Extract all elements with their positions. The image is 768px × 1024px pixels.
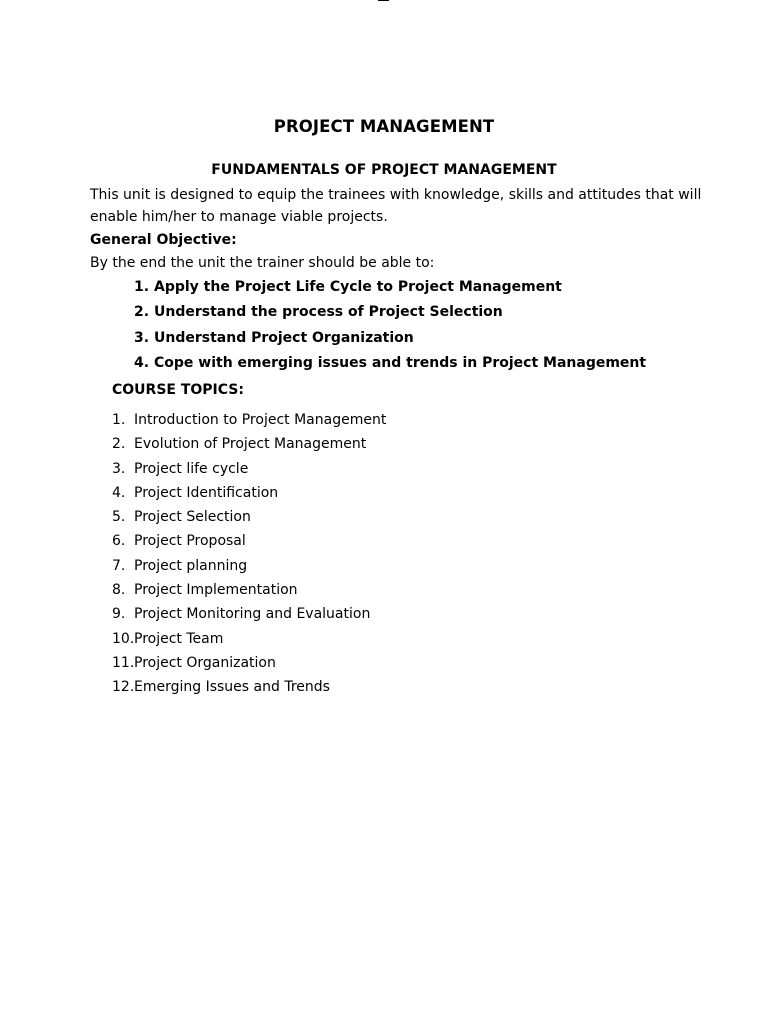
topic-text: Project Proposal bbox=[134, 533, 246, 550]
topic-item bbox=[112, 409, 612, 433]
page-subtitle: FUNDAMENTALS OF PROJECT MANAGEMENT bbox=[211, 162, 557, 178]
topic-number: 11. bbox=[112, 654, 135, 671]
topic-item bbox=[112, 579, 612, 603]
topic-text: Project Implementation bbox=[134, 582, 298, 599]
page-title: PROJECT MANAGEMENT bbox=[273, 117, 495, 136]
objective-heading: General Objective: bbox=[90, 232, 237, 248]
topic-item bbox=[112, 458, 612, 482]
topic-number: 9. bbox=[112, 606, 126, 623]
topic-item bbox=[112, 555, 612, 579]
topic-text: Project life cycle bbox=[134, 460, 249, 477]
objective-item bbox=[134, 327, 734, 352]
objective-text: Understand Project Organization bbox=[154, 329, 414, 346]
topic-item bbox=[112, 603, 612, 627]
page-top-mark bbox=[378, 0, 389, 1]
objective-lead: By the end the unit the trainer should be able to: bbox=[90, 255, 435, 271]
intro-paragraph: This unit is designed to equip the trainees with knowledge, skills and attitudes that will enable him/her to manage viable projects. bbox=[90, 187, 702, 225]
topic-item bbox=[112, 506, 612, 530]
objective-item bbox=[134, 352, 734, 377]
objective-item bbox=[134, 301, 734, 326]
topic-text: Project Organization bbox=[134, 654, 276, 671]
topic-number: 8. bbox=[112, 582, 126, 599]
topic-item bbox=[112, 433, 612, 457]
objectives-list bbox=[134, 276, 734, 377]
topic-text: Project Selection bbox=[134, 509, 251, 526]
topic-number: 6. bbox=[112, 533, 126, 550]
objective-text: Understand the process of Project Selection bbox=[154, 304, 503, 321]
topic-number: 7. bbox=[112, 557, 126, 574]
topic-number: 4. bbox=[112, 484, 126, 501]
topic-text: Project planning bbox=[134, 557, 248, 574]
topic-text: Project Team bbox=[134, 630, 224, 647]
objective-text: Apply the Project Life Cycle to Project Management bbox=[154, 279, 562, 295]
topic-text: Evolution of Project Management bbox=[134, 436, 367, 453]
topics-list bbox=[112, 409, 612, 701]
topics-heading: COURSE TOPICS: bbox=[112, 382, 244, 398]
objective-number: 1. bbox=[134, 279, 150, 295]
topic-item bbox=[112, 676, 612, 700]
topic-text: Project Identification bbox=[134, 484, 279, 501]
objective-number: 2. bbox=[134, 304, 150, 321]
objective-item bbox=[134, 276, 734, 301]
topic-number: 1. bbox=[112, 412, 126, 428]
topic-number: 10. bbox=[112, 630, 135, 647]
objective-number: 4. bbox=[134, 354, 150, 371]
topic-number: 5. bbox=[112, 509, 126, 526]
topic-item bbox=[112, 482, 612, 506]
topic-number: 12. bbox=[112, 679, 135, 696]
topic-item bbox=[112, 530, 612, 554]
topic-item bbox=[112, 628, 612, 652]
topic-number: 2. bbox=[112, 436, 126, 453]
topic-text: Project Monitoring and Evaluation bbox=[134, 606, 371, 623]
topic-text: Introduction to Project Management bbox=[134, 412, 387, 428]
objective-text: Cope with emerging issues and trends in Project Management bbox=[154, 354, 647, 371]
objective-number: 3. bbox=[134, 329, 150, 346]
topic-item bbox=[112, 652, 612, 676]
topic-number: 3. bbox=[112, 460, 126, 477]
topic-text: Emerging Issues and Trends bbox=[134, 679, 330, 696]
